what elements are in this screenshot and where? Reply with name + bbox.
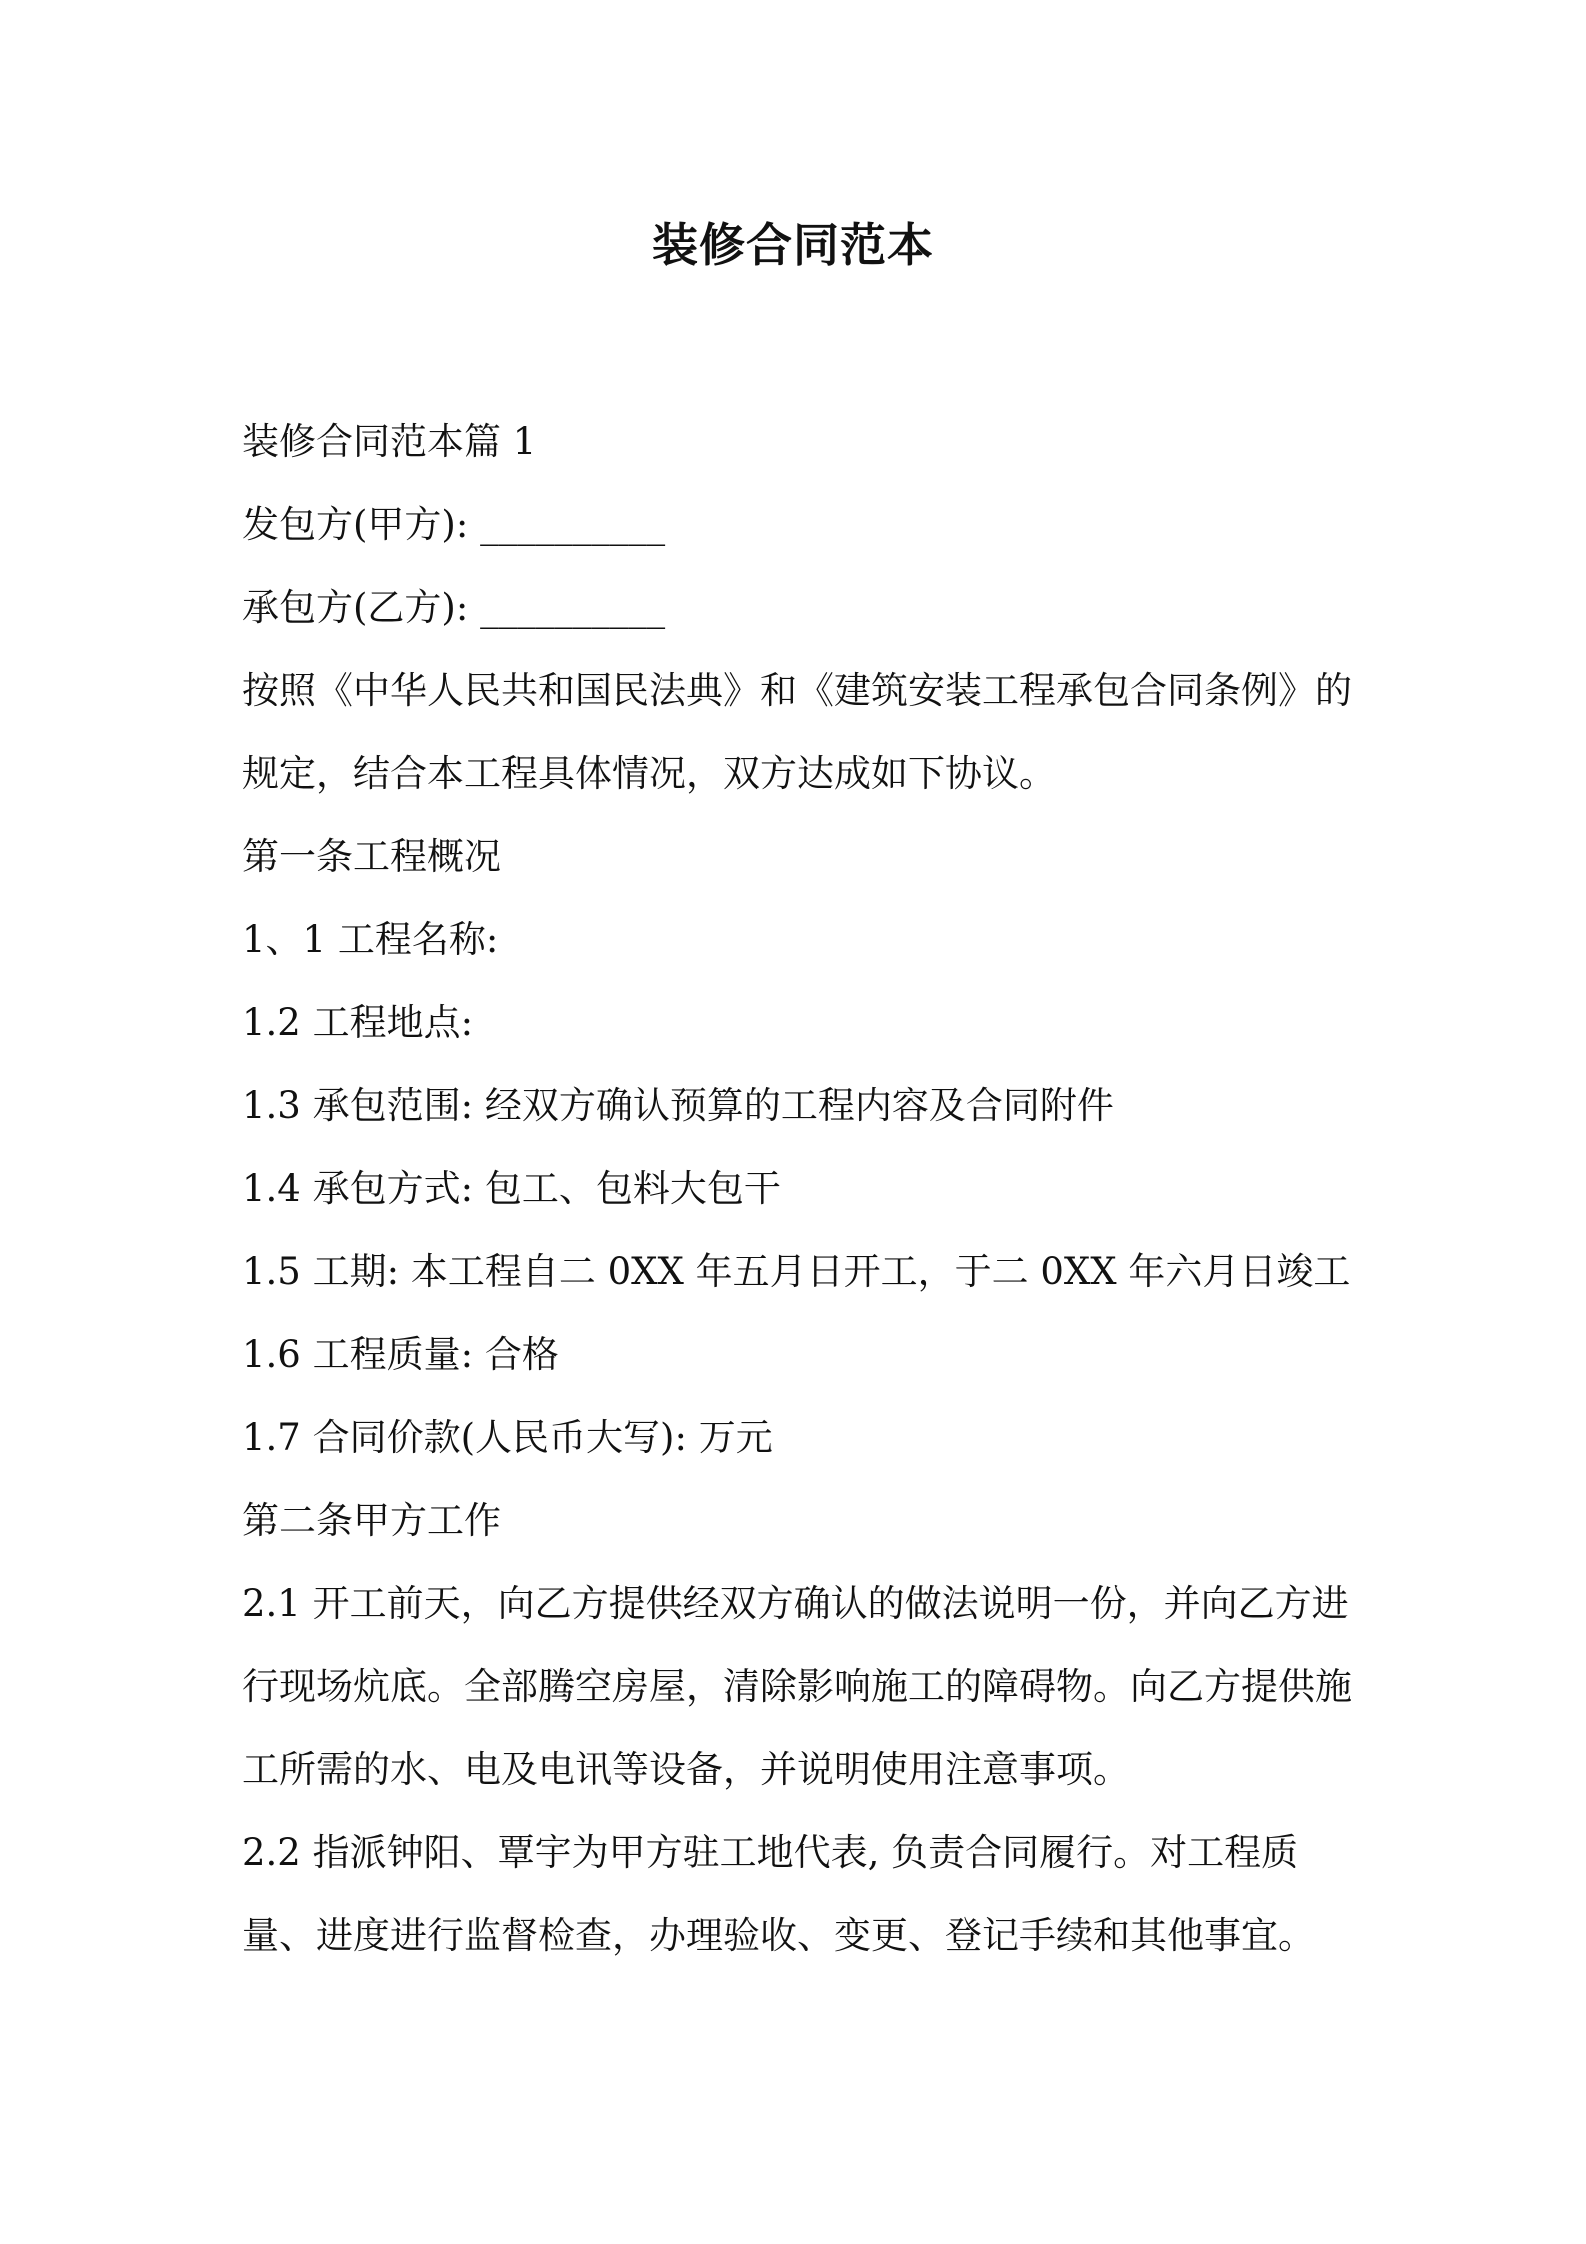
article-2-heading: 第二条甲方工作 — [242, 1499, 501, 1542]
party-a-line: 发包方(甲方): __________ — [242, 503, 666, 546]
item-1-6: 1.6 工程质量: 合格 — [242, 1333, 559, 1376]
item-2-2: 2.2 指派钟阳、覃宇为甲方驻工地代表, 负责合同履行。对工程质量、进度进行监督检查，办理验收、变更、登记手续和其他事宜。 — [242, 1831, 1315, 1957]
section-subtitle: 装修合同范本篇 1 — [242, 420, 537, 463]
document-body — [242, 400, 1362, 1977]
item-1-7: 1.7 合同价款(人民币大写): 万元 — [242, 1416, 773, 1459]
item-1-4: 1.4 承包方式: 包工、包料大包干 — [242, 1167, 781, 1210]
article-1-heading: 第一条工程概况 — [242, 835, 501, 878]
item-1-5: 1.5 工期: 本工程自二 0XX 年五月日开工，于二 0XX 年六月日竣工 — [242, 1250, 1351, 1293]
item-1-3: 1.3 承包范围: 经双方确认预算的工程内容及合同附件 — [242, 1084, 1114, 1127]
item-2-1: 2.1 开工前天，向乙方提供经双方确认的做法说明一份，并向乙方进行现场炕底。全部腾空房屋，清除影响施工的障碍物。向乙方提供施工所需的水、电及电讯等设备，并说明使用注意事项。 — [242, 1582, 1352, 1791]
party-b-line: 承包方(乙方): __________ — [242, 586, 666, 629]
preamble-paragraph: 按照《中华人民共和国民法典》和《建筑安装工程承包合同条例》的规定，结合本工程具体情况，双方达成如下协议。 — [242, 669, 1352, 795]
page-title: 装修合同范本 — [652, 218, 934, 272]
item-1-1: 1、1 工程名称: — [242, 918, 499, 961]
item-1-2: 1.2 工程地点: — [242, 1001, 474, 1044]
